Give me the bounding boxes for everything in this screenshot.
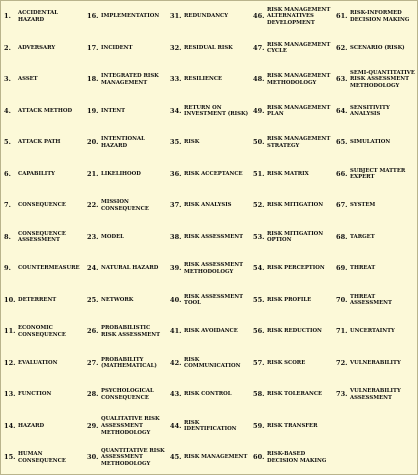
term-number: 2.	[4, 43, 11, 52]
glossary-term	[333, 222, 417, 254]
term-label: ACCIDENTAL HAZARD	[18, 10, 58, 23]
term-label: RISK	[184, 139, 200, 146]
glossary-term	[250, 96, 333, 128]
glossary-term	[1, 64, 84, 96]
term-number: 23.	[87, 232, 99, 241]
glossary-term	[84, 127, 167, 159]
term-number: 32.	[170, 43, 182, 52]
term-number: 44.	[170, 421, 182, 430]
term-label: RESILIENCE	[184, 76, 223, 83]
term-number: 36.	[170, 169, 182, 178]
term-label: NATURAL HAZARD	[101, 265, 159, 272]
term-label: CAPABILITY	[18, 170, 55, 177]
glossary-term	[250, 127, 333, 159]
term-number: 34.	[170, 106, 182, 115]
glossary-term	[84, 348, 167, 380]
term-number: 37.	[170, 201, 182, 210]
term-number: 40.	[170, 295, 182, 304]
term-label: RISK MATRIX	[267, 170, 309, 177]
glossary-term	[167, 411, 250, 443]
term-label: NETWORK	[101, 296, 134, 303]
term-label: LIKELIHOOD	[101, 170, 141, 177]
term-label: RISK MANAGEMENT METHODOLOGY	[267, 73, 331, 86]
glossary-term	[333, 379, 417, 411]
term-number: 18.	[87, 75, 99, 84]
term-number: 10.	[4, 295, 16, 304]
term-number: 35.	[170, 138, 182, 147]
term-label: RISK-BASED DECISION MAKING	[267, 451, 327, 464]
glossary-term	[1, 285, 84, 317]
term-number: 29.	[87, 421, 99, 430]
glossary-term	[250, 442, 333, 474]
term-label: RISK CONTROL	[184, 391, 232, 398]
term-label: RISK ACCEPTANCE	[184, 170, 243, 177]
term-number: 73.	[336, 390, 348, 399]
glossary-term	[167, 1, 250, 33]
term-label: CONSEQUENCE ASSESSMENT	[18, 230, 66, 244]
term-label: ATTACK PATH	[18, 139, 61, 146]
glossary-term	[333, 253, 417, 285]
term-number: 16.	[87, 12, 99, 21]
glossary-term	[167, 159, 250, 191]
term-label: RESIDUAL RISK	[184, 44, 233, 51]
term-label: MODEL	[101, 233, 124, 240]
glossary-term	[1, 159, 84, 191]
term-label: RISK MITIGATION OPTION	[267, 230, 324, 244]
term-label: RISK REDUCTION	[267, 328, 322, 335]
term-label: INCIDENT	[101, 44, 133, 51]
term-number: 66.	[336, 169, 348, 178]
glossary-term	[250, 411, 333, 443]
glossary-term	[84, 222, 167, 254]
glossary-term	[333, 127, 417, 159]
term-label: ATTACK METHOD	[18, 107, 73, 114]
term-label: RISK AVOIDANCE	[184, 328, 238, 335]
glossary-term	[84, 253, 167, 285]
glossary-term	[84, 285, 167, 317]
term-number: 54.	[253, 264, 265, 273]
glossary-term	[1, 442, 84, 474]
term-number: 11.	[4, 327, 16, 336]
term-number: 46.	[253, 12, 265, 21]
glossary-term	[167, 127, 250, 159]
glossary-term	[333, 316, 417, 348]
term-number: 48.	[253, 75, 265, 84]
glossary-term	[333, 64, 417, 96]
glossary-term	[250, 285, 333, 317]
term-number: 13.	[4, 390, 16, 399]
term-label: RISK IDENTIFICATION	[184, 419, 237, 433]
glossary-term	[250, 348, 333, 380]
term-number: 68.	[336, 232, 348, 241]
glossary-term	[167, 348, 250, 380]
glossary-term	[333, 96, 417, 128]
term-number: 5.	[4, 138, 11, 147]
term-label: HAZARD	[18, 422, 45, 429]
glossary-term	[250, 379, 333, 411]
term-label: RISK ASSESSMENT METHODOLOGY	[184, 262, 244, 275]
term-label: FUNCTION	[18, 391, 52, 398]
term-label: RISK MANAGEMENT STRATEGY	[267, 136, 331, 149]
term-label: QUALITATIVE RISK ASSESSMENT METHODOLOGY	[101, 416, 160, 436]
glossary-term	[333, 348, 417, 380]
term-label: VULNERABILITY ASSESSMENT	[350, 388, 401, 401]
term-number: 56.	[253, 327, 265, 336]
term-number: 20.	[87, 138, 99, 147]
glossary-term	[84, 379, 167, 411]
term-label: RISK MANAGEMENT PLAN	[267, 104, 331, 118]
glossary-term	[250, 316, 333, 348]
glossary-term	[167, 379, 250, 411]
glossary-term	[84, 159, 167, 191]
term-label: RISK PERCEPTION	[267, 265, 325, 272]
term-number: 42.	[170, 358, 182, 367]
term-label: INTEGRATED RISK MANAGEMENT	[101, 73, 159, 86]
term-label: INTENTIONAL HAZARD	[101, 136, 145, 149]
term-number: 60.	[253, 453, 265, 462]
term-label: THREAT ASSESSMENT	[350, 293, 392, 307]
term-label: VULNERABILITY	[350, 359, 401, 366]
term-number: 1.	[4, 12, 11, 21]
term-label: SCENARIO (RISK)	[350, 44, 405, 51]
term-number: 6.	[4, 169, 11, 178]
term-label: RETURN ON INVESTMENT (RISK)	[184, 104, 249, 118]
term-label: PROBABILITY (MATHEMATICAL)	[101, 356, 157, 370]
glossary-term	[1, 379, 84, 411]
glossary-term	[333, 190, 417, 222]
term-label: RISK MANAGEMENT ALTERNATIVES DEVELOPMENT	[267, 6, 331, 27]
term-number: 4.	[4, 106, 11, 115]
glossary-term	[167, 64, 250, 96]
term-number: 21.	[87, 169, 99, 178]
term-number: 52.	[253, 201, 265, 210]
glossary-term	[84, 96, 167, 128]
term-number: 27.	[87, 358, 99, 367]
term-label: INTENT	[101, 107, 126, 114]
glossary-term	[333, 1, 417, 33]
term-number: 62.	[336, 43, 348, 52]
term-label: ADVERSARY	[18, 44, 56, 51]
term-label: UNCERTAINTY	[350, 328, 395, 335]
term-label: RISK ASSESSMENT TOOL	[184, 293, 244, 307]
term-number: 24.	[87, 264, 99, 273]
glossary-term	[167, 222, 250, 254]
term-label: PROBABILISTIC RISK ASSESSMENT	[101, 325, 161, 338]
term-number: 30.	[87, 453, 99, 462]
glossary-term	[84, 190, 167, 222]
glossary-term	[250, 1, 333, 33]
term-label: THREAT	[350, 265, 376, 272]
glossary-term	[250, 33, 333, 65]
term-label: RISK-INFORMED DECISION MAKING	[350, 10, 410, 23]
term-label: RISK SCORE	[267, 359, 306, 366]
glossary-term	[250, 64, 333, 96]
term-number: 67.	[336, 201, 348, 210]
glossary-term	[1, 33, 84, 65]
glossary-term	[1, 348, 84, 380]
term-number: 41.	[170, 327, 182, 336]
term-number: 31.	[170, 12, 182, 21]
term-label: SUBJECT MATTER EXPERT	[350, 167, 406, 181]
glossary-term	[84, 442, 167, 474]
term-number: 12.	[4, 358, 16, 367]
term-label: CONSEQUENCE	[18, 202, 66, 209]
term-label: SIMULATION	[350, 139, 391, 146]
term-number: 71.	[336, 327, 348, 336]
term-number: 47.	[253, 43, 265, 52]
glossary-term	[84, 316, 167, 348]
term-number: 55.	[253, 295, 265, 304]
term-number: 26.	[87, 327, 99, 336]
term-number: 15.	[4, 453, 16, 462]
term-label: RISK ANALYSIS	[184, 202, 232, 209]
term-label: IMPLEMENTATION	[101, 13, 160, 20]
term-number: 45.	[170, 453, 182, 462]
term-label: SYSTEM	[350, 202, 376, 209]
term-label: ECONOMIC CONSEQUENCE	[18, 325, 66, 338]
term-label: RISK COMMUNICATION	[184, 356, 241, 370]
term-label: RISK PROFILE	[267, 296, 312, 303]
term-number: 59.	[253, 421, 265, 430]
term-number: 69.	[336, 264, 348, 273]
term-number: 64.	[336, 106, 348, 115]
term-label: REDUNDANCY	[184, 13, 229, 20]
term-label: RISK MANAGEMENT	[184, 454, 248, 461]
glossary-term	[84, 64, 167, 96]
term-number: 49.	[253, 106, 265, 115]
term-number: 7.	[4, 201, 11, 210]
glossary-term	[333, 33, 417, 65]
term-number: 61.	[336, 12, 348, 21]
term-number: 38.	[170, 232, 182, 241]
glossary-term	[1, 127, 84, 159]
term-number: 19.	[87, 106, 99, 115]
term-label: SEMI-QUANTITATIVE RISK ASSESSMENT METHODOLOGY	[350, 69, 415, 90]
term-label: HUMAN CONSEQUENCE	[18, 451, 66, 464]
term-number: 63.	[336, 75, 348, 84]
glossary-term	[333, 159, 417, 191]
glossary-term	[250, 190, 333, 222]
term-number: 57.	[253, 358, 265, 367]
glossary-term	[167, 33, 250, 65]
term-label: EVALUATION	[18, 359, 58, 366]
glossary-term	[333, 285, 417, 317]
glossary-term	[1, 316, 84, 348]
term-number: 3.	[4, 75, 11, 84]
term-label: RISK ASSESSMENT	[184, 233, 244, 240]
glossary-term	[1, 253, 84, 285]
glossary-term	[84, 411, 167, 443]
term-number: 50.	[253, 138, 265, 147]
glossary-term	[250, 159, 333, 191]
term-label: MISSION CONSEQUENCE	[101, 199, 149, 212]
glossary-term	[1, 190, 84, 222]
term-label: PSYCHOLOGICAL CONSEQUENCE	[101, 388, 154, 401]
term-label: COUNTERMEASURE	[18, 265, 80, 272]
glossary-term	[1, 1, 84, 33]
glossary-term	[250, 222, 333, 254]
glossary-grid	[1, 1, 417, 474]
term-label: SENSITIVITY ANALYSIS	[350, 104, 390, 118]
term-number: 14.	[4, 421, 16, 430]
term-number: 8.	[4, 232, 11, 241]
term-number: 58.	[253, 390, 265, 399]
term-label: RISK MITIGATION	[267, 202, 324, 209]
term-number: 28.	[87, 390, 99, 399]
glossary-term	[167, 253, 250, 285]
term-number: 65.	[336, 138, 348, 147]
term-number: 25.	[87, 295, 99, 304]
term-number: 43.	[170, 390, 182, 399]
glossary-term	[1, 96, 84, 128]
term-number: 51.	[253, 169, 265, 178]
term-label: ASSET	[18, 76, 38, 83]
term-number: 17.	[87, 43, 99, 52]
term-number: 22.	[87, 201, 99, 210]
glossary-term	[1, 411, 84, 443]
term-label: RISK TOLERANCE	[267, 391, 323, 398]
term-number: 70.	[336, 295, 348, 304]
glossary-term	[1, 222, 84, 254]
term-label: TARGET	[350, 233, 375, 240]
term-label: DETERRENT	[18, 296, 57, 303]
term-number: 9.	[4, 264, 11, 273]
glossary-term	[84, 1, 167, 33]
glossary-term	[167, 316, 250, 348]
term-number: 33.	[170, 75, 182, 84]
glossary-term	[167, 96, 250, 128]
glossary-term	[167, 442, 250, 474]
glossary-term	[167, 190, 250, 222]
glossary-term	[167, 285, 250, 317]
glossary-term	[250, 253, 333, 285]
term-label: RISK TRANSFER	[267, 422, 318, 429]
term-label: RISK MANAGEMENT CYCLE	[267, 41, 331, 55]
term-label: QUANTITATIVE RISK ASSESSMENT METHODOLOGY	[101, 447, 165, 468]
term-number: 53.	[253, 232, 265, 241]
term-number: 39.	[170, 264, 182, 273]
term-number: 72.	[336, 358, 348, 367]
glossary-term	[84, 33, 167, 65]
